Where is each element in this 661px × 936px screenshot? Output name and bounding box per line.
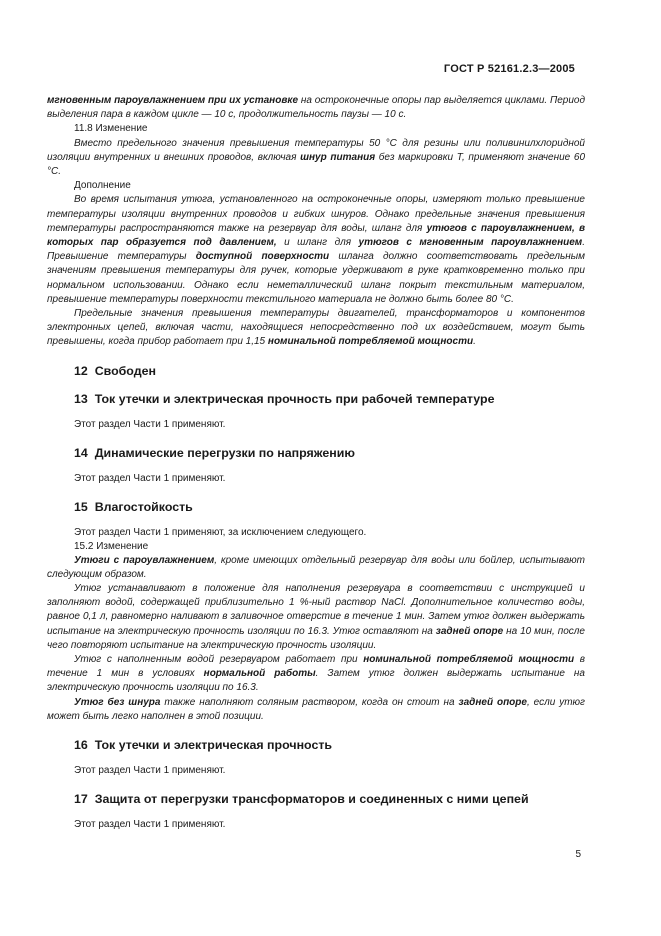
paragraph-text: на остроконечные опоры пар выделяется циклами. Период выделения пара в каждом цикле — 10 с, продолжительность паузы — 10 с. (47, 95, 585, 121)
term-bold: нормальной работы (203, 668, 316, 680)
section-heading-12: 12 Свободен (74, 363, 156, 378)
term-bold: Утюги с пароувлажнением (74, 554, 215, 566)
term-bold: Утюг без шнура (74, 696, 161, 708)
page-number: 5 (575, 849, 581, 860)
clause-15-2-label: 15.2 Изменение (74, 540, 149, 552)
term-bold: задней опоре (435, 625, 504, 637)
paragraph: Утюг устанавливают в положение для наполнения резервуара в соответствии с инструкцией и заполняют водой, содержащей приблизительно 1 %-ный раствор NaCl. Дополнительное количество воды, равное 0,1 л, равномерно наливают в заливочное отверстие в течение 1 мин. Затем утюг должен выдержать испытание на электрическую прочность изоляции по 16.3. Утюг оставляют на задней опоре на 10 мин, после чего повторяют испытание на электрическую прочность изоляции. (47, 583, 585, 651)
term-bold: номинальной потребляемой мощности (363, 654, 575, 666)
section-heading-16: 16 Ток утечки и электрическая прочность (74, 738, 333, 753)
document-header: ГОСТ Р 52161.2.3—2005 (443, 63, 575, 75)
term-bold: шнур питания (300, 151, 376, 163)
section-15-text: Этот раздел Части 1 применяют, за исключением следующего. (74, 526, 367, 538)
addition-label: Дополнение (74, 180, 131, 192)
term-bold: доступной поверхности (195, 251, 330, 263)
section-heading-14: 14 Динамические перегрузки по напряжению (74, 445, 355, 460)
paragraph: Утюг без шнура также наполняют соляным раствором, когда он стоит на задней опоре, если утюг может быть легко наполнен в этой позиции. (47, 696, 585, 722)
term-bold: задней опоре (458, 696, 527, 708)
section-heading-13: 13 Ток утечки и электрическая прочность при рабочей температуре (74, 391, 495, 406)
paragraph: Утюги с пароувлажнением, кроме имеющих отдельный резервуар для воды или бойлер, испытывают следующим образом. (47, 554, 586, 580)
section-13-text: Этот раздел Части 1 применяют. (74, 418, 226, 430)
section-heading-17: 17 Защита от перегрузки трансформаторов и соединенных с ними цепей (74, 792, 529, 807)
section-17-text: Этот раздел Части 1 применяют. (74, 819, 226, 831)
section-14-text: Этот раздел Части 1 применяют. (74, 472, 226, 484)
section-heading-15: 15 Влагостойкость (74, 499, 193, 514)
term-bold: мгновенным пароувлажнением при их установке (47, 95, 299, 106)
paragraph: Во время испытания утюга, установленного на остроконечные опоры, измеряют только превышение температуры изоляции внутренних проводов и гибких шнуров. Однако предельные значения превышения температуры распространяются также на резервуар для воды, шланг для утюгов с пароувлажнением, в которых пар образуется под давлением, и шланг для утюгов с мгновенным пароувлажнением. Превышение температуры доступной поверхности шланга должно соответствовать предельным значениям превышения температуры для ручек, которые удерживают в руке кратковременно только при нормальном использовании. Однако если неметаллический шланг покрыт текстильным материалом, превышение температуры поверхности текстильного материала не должно быть более 80 °С. (47, 194, 586, 305)
term-bold: утюгов с мгновенным пароувлажнением (358, 237, 583, 249)
paragraph: Утюг с наполненным водой резервуаром работает при номинальной потребляемой мощности в течение 1 мин в условиях нормальной работы. Затем утюг должен выдержать испытание на электрическую прочность изоляции по 16.3. (47, 654, 585, 694)
paragraph (47, 94, 585, 122)
section-16-text: Этот раздел Части 1 применяют. (74, 765, 226, 777)
paragraph: Предельные значения превышения температуры двигателей, трансформаторов и компонентов электронных цепей, включая части, находящиеся непосредственно под их воздействием, могут быть превышены, когда прибор работает при 1,15 номинальной потребляемой мощности. (47, 308, 585, 348)
paragraph: Вместо предельного значения превышения температуры 50 °С для резины или поливинилхлоридной изоляции внутренних и внешних проводов, включая шнур питания без маркировки Т, применяют значение 60 °С. (47, 137, 585, 178)
term-bold: номинальной потребляемой мощности (267, 336, 474, 348)
term-bold: утюгов с пароувлажнением, в которых пар образуется под давлением, (47, 222, 585, 249)
clause-11-8-label: 11.8 Изменение (74, 123, 148, 135)
page-content (47, 94, 585, 832)
